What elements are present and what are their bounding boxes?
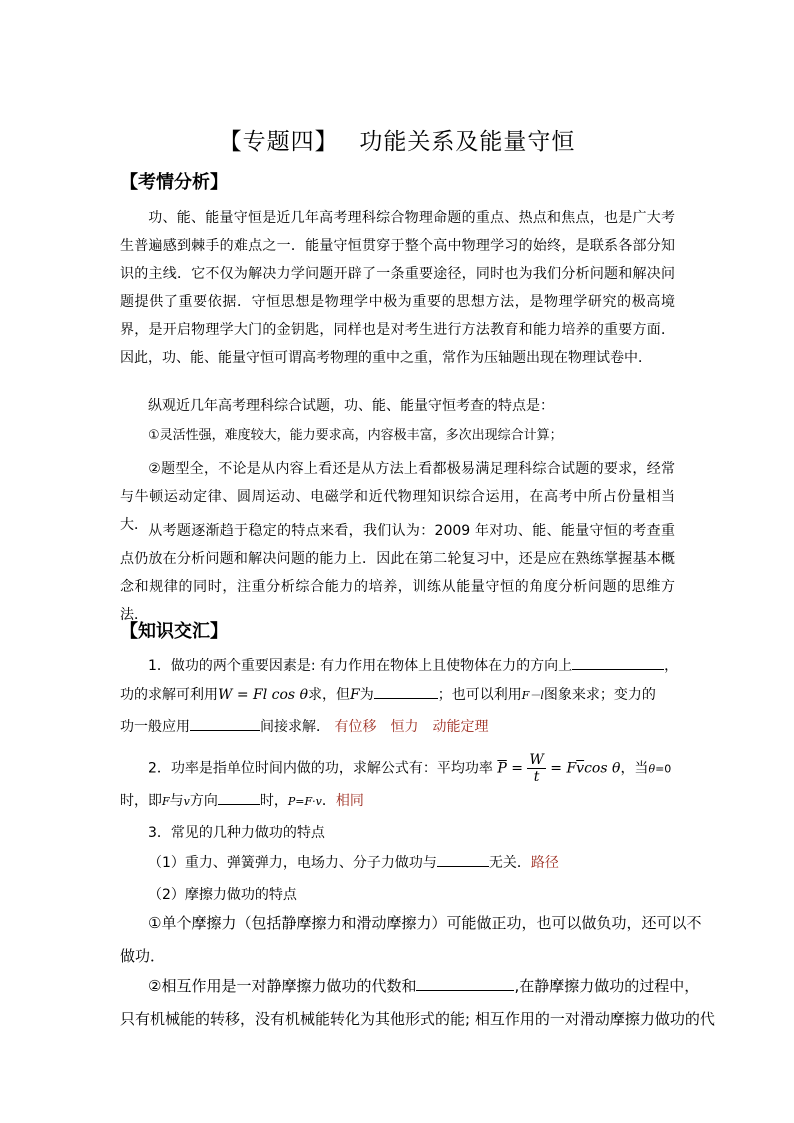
equals-sign: =: [511, 760, 523, 777]
k8-text: （2）摩擦力做功的特点: [148, 887, 297, 903]
k9-text: ①单个摩擦力（包括静摩擦力和滑动摩擦力）可能做正功，也可以做负功，还可以不: [148, 914, 702, 932]
paragraph-feature-1-text: ①灵活性强，难度较大，能力要求高，内容极丰富，多次出现综合计算；: [148, 428, 563, 443]
page-title: 【专题四】 功能关系及能量守恒: [218, 129, 576, 155]
avg-velocity-symbol: $\overline{v}$: [576, 760, 585, 777]
k2-text-e: 图象来求；变力的: [543, 687, 656, 703]
k4-text-c: =0: [655, 762, 672, 776]
k2-text-b: 求，但: [308, 687, 350, 703]
knowledge-line-7: [120, 852, 675, 872]
k11-text-a: ②相互作用是一对静摩擦力做功的代数和: [148, 977, 417, 995]
knowledge-line-10: [120, 945, 675, 966]
answer-3: 路径: [530, 855, 559, 871]
k2-text-d: ；也可以利用: [437, 687, 522, 703]
k5-text-c: 方向: [189, 793, 218, 809]
k2-f-symbol: F: [350, 687, 360, 703]
fraction-denominator: t: [533, 769, 540, 785]
section-heading-knowledge: 【知识交汇】: [120, 621, 228, 642]
k5-f-symbol: F: [162, 795, 170, 808]
k4-text-a: 2．功率是指单位时间内做的功，求解公式有：平均功率: [148, 760, 493, 777]
k5-text-b: 与: [169, 793, 184, 809]
work-formula: W = Fl cos θ: [218, 687, 308, 703]
k5-text-e: ．: [321, 793, 336, 809]
k6-text: 3．常见的几种力做功的特点: [148, 825, 325, 841]
answer-2: 相同: [335, 793, 364, 809]
knowledge-line-6: [120, 822, 675, 842]
knowledge-line-5: [120, 790, 675, 810]
knowledge-line-2: [120, 684, 675, 704]
paragraph-outlook-text: 从考题逐渐趋于稳定的特点来看，我们认为：2009 年对功、能、能量守恒的考查重点仍放在分析问题和解决问题的能力上．因此在第二轮复习中，还是应在熟练掌握基本概念和规律的同时，注重分析综合能力的培养，训练从能量守恒的角度分析问题的思维方法．: [120, 523, 675, 623]
k4-text-b: ，当: [620, 760, 649, 777]
power-formula: P=F·v: [287, 795, 322, 808]
knowledge-line-11: [120, 975, 700, 996]
knowledge-line-1: [120, 655, 679, 675]
knowledge-line-8: [120, 884, 675, 904]
k1-text: 1．做功的两个重要因素是: 有力作用在物体上且使物体在力的方向上: [148, 658, 573, 674]
theta-symbol: θ: [648, 762, 656, 776]
knowledge-line-3: [120, 716, 675, 736]
k2-text-a: 功的求解可利用: [120, 687, 218, 703]
blank-3: [190, 716, 260, 731]
knowledge-line-9: [120, 912, 702, 933]
k10-text: 做功．: [120, 947, 166, 965]
k2-text-c: 为: [359, 687, 374, 703]
blank-6: [416, 976, 514, 991]
knowledge-line-12: [120, 1008, 715, 1029]
k5-text-a: 时，即: [120, 793, 162, 809]
k1-comma: ，: [664, 658, 679, 674]
k7-text-b: 无关．: [488, 855, 531, 871]
k2-fl-symbol: F－l: [521, 689, 544, 702]
k12-text: 只有机械能的转移，没有机械能转化为其他形式的能; 相互作用的一对滑动摩擦力做功的代: [120, 1010, 715, 1028]
paragraph-overview-text: 纵观近几年高考理科综合试题，功、能、能量守恒考查的特点是：: [148, 398, 554, 414]
section-heading-analysis: 【考情分析】: [120, 172, 228, 193]
k5-text-d: 时，: [259, 793, 288, 809]
k5-v-symbol: v: [183, 795, 190, 808]
paragraph-intro: [120, 204, 675, 372]
k3-text-a: 功一般应用: [120, 719, 190, 735]
fraction-numerator: W: [529, 752, 544, 768]
paragraph-intro-text: 功、能、能量守恒是近几年高考理科综合物理命题的重点、热点和焦点，也是广大考生普遍感到棘手的难点之一．能量守恒贯穿于整个高中物理学习的始终，是联系各部分知识的主线．它不仅为解决力学问题开辟了一条重要途径，同时也为我们分析问题和解决问题提供了重要依据．守恒思想是物理学中极为重要的思想方法，是物理学研究的极高境界，是开启物理学大门的金钥匙，同样也是对考生进行方法教育和能力培养的重要方面．因此，功、能、能量守恒可谓高考物理的重中之重，常作为压轴题出现在物理试卷中．: [120, 210, 675, 366]
paragraph-feature-1: [120, 422, 675, 450]
paragraph-outlook: [120, 517, 675, 629]
blank-4: [218, 790, 260, 805]
k11-text-b: ,在静摩擦力做功的过程中，: [514, 977, 700, 995]
k7-text-a: （1）重力、弹簧弹力，电场力、分子力做功与: [148, 855, 437, 871]
power-fraction: [527, 752, 545, 785]
paragraph-feature-2-text: ②题型全，不论是从内容上看还是从方法上看都极易满足理科综合试题的要求，经常与牛顿运动定律、圆周运动、电磁学和近代物理知识综合运用，在高考中所占份量相当大．: [120, 461, 675, 533]
paragraph-overview: [120, 392, 675, 420]
knowledge-line-4: [120, 752, 675, 785]
blank-2: [374, 684, 438, 699]
blank-5: [437, 852, 489, 867]
cos-theta: cos θ: [584, 760, 621, 777]
answer-1: 有位移 恒力 动能定理: [334, 719, 489, 735]
k3-text-b: 间接求解．: [260, 719, 330, 735]
blank-1: [572, 655, 664, 670]
avg-power-symbol: $\overline{P}$: [497, 760, 507, 777]
equals-f: = F: [550, 760, 577, 777]
